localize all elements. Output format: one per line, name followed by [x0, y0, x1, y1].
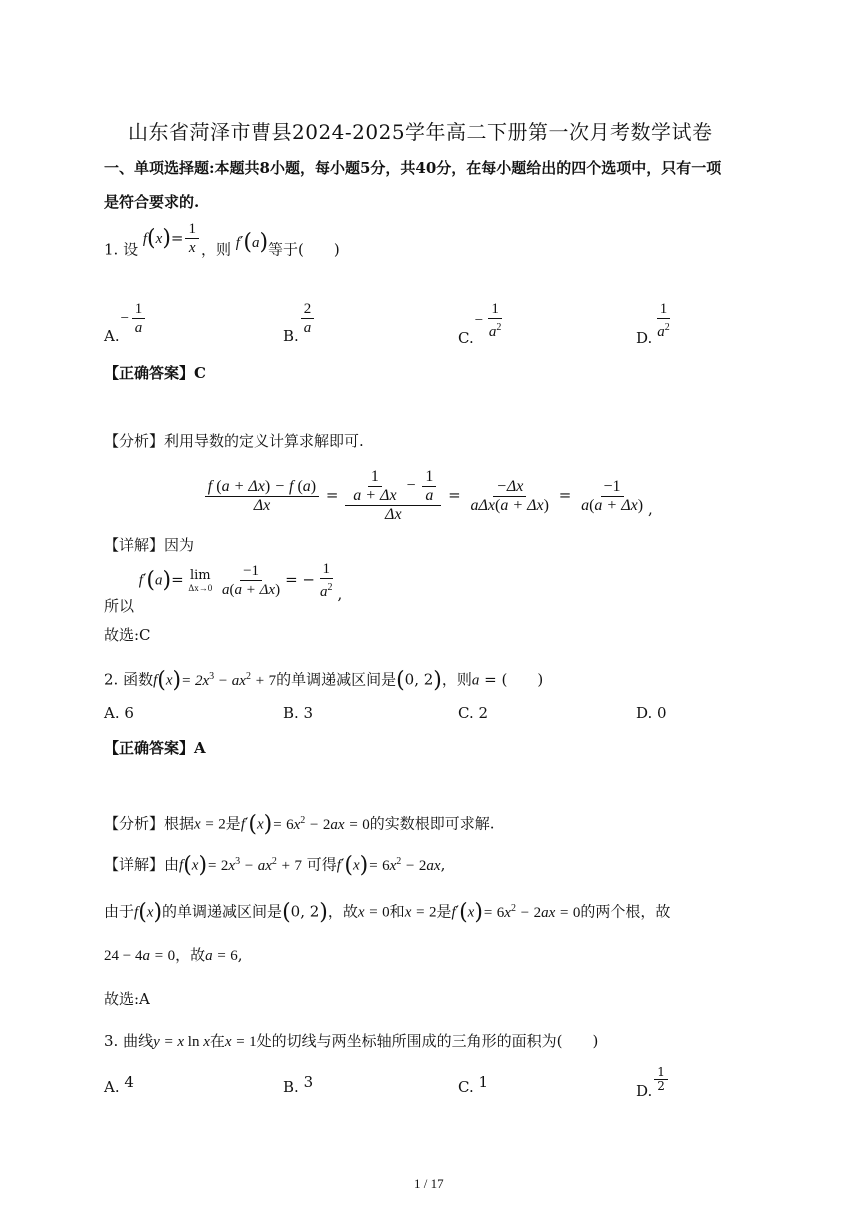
question-1-stem: 1. 设 f(x)= $\frac{1}{x}$ ，则 f′(a)等于( ) [104, 221, 340, 259]
reason-2: 由于f(x)的单调递减区间是(0, 2)，故x = 0和x = 2是$f'(x)= 6x^2 - 2ax = 0$的两个根，故 [104, 900, 671, 925]
so-1: 所以 f′(a)= lim Δx→0 $\frac{-1}{a(a + \Delta x)}$ = − $\frac{1}{a^2}$ , [104, 561, 343, 615]
analysis-1: 【分析】利用导数的定义计算求解即可. [104, 432, 364, 450]
section-heading-cont: 是符合要求的. [104, 193, 200, 211]
option-b-2: B. 3 [283, 704, 314, 722]
result-2: 24 − 4a = 0，故a = 6, [104, 946, 243, 964]
answer-2: 【正确答案】A [104, 739, 206, 757]
option-a: A.− $\frac{1}{a}$ [104, 300, 147, 337]
question-2-stem: 2. 函数$f(x)= 2x^3 - ax^2 + 7$的单调递减区间是(0, 2)，则a = ( ) [104, 668, 544, 693]
option-b: B. $\frac{2}{a}$ [283, 300, 316, 337]
detail-1: 【详解】因为 $\frac{f (a + \Delta x) - f (a)}{\Delta x}$ = $\frac{1}{a + \Delta x}$ − $\frac{1}{a}$ Δx = $\frac{-\Delta x}{\text{aΔx(a + Δx)}}$ = $\frac{-1}{a(a + \Delta x)}$ , [104, 468, 653, 554]
option-c-3: C. 1 [458, 1073, 489, 1096]
option-a-3: A. 4 [104, 1073, 134, 1096]
choose-1: 故选:C [104, 626, 151, 644]
page-number: 1 / 17 [414, 1176, 444, 1191]
answer-1: 【正确答案】C [104, 364, 206, 382]
detail-2: 【详解】由$f(x)= 2x^3 - ax^2 + 7$ 可得$f'(x)= 6x^2 - 2ax$, [104, 853, 446, 878]
option-a-2: A. 6 [104, 704, 134, 722]
option-c: C.− $\frac{1}{a^2}$ [458, 301, 502, 347]
option-d-2: D. 0 [636, 704, 667, 722]
page-title: 山东省菏泽市曹县2024-2025学年高二下册第一次月考数学试卷 [128, 120, 713, 144]
choose-2: 故选:A [104, 990, 150, 1008]
section-heading: 一、单项选择题:本题共8小题，每小题5分，共40分，在每小题给出的四个选项中，只有一项 [104, 159, 722, 177]
option-b-3: B. 3 [283, 1073, 314, 1096]
option-d: D. $\frac{1}{a^2}$ [636, 301, 670, 347]
question-3-stem: 3. 曲线y = x ln x在x = 1处的切线与两坐标轴所围成的三角形的面积为( ) [104, 1032, 599, 1050]
analysis-2: 【分析】根据x = 2是$f'(x)= 6x^2 - 2ax = 0$的实数根即可求解. [104, 812, 495, 837]
option-d-3: D. $\frac{1}{2}$ [636, 1066, 670, 1093]
option-c-2: C. 2 [458, 704, 489, 722]
